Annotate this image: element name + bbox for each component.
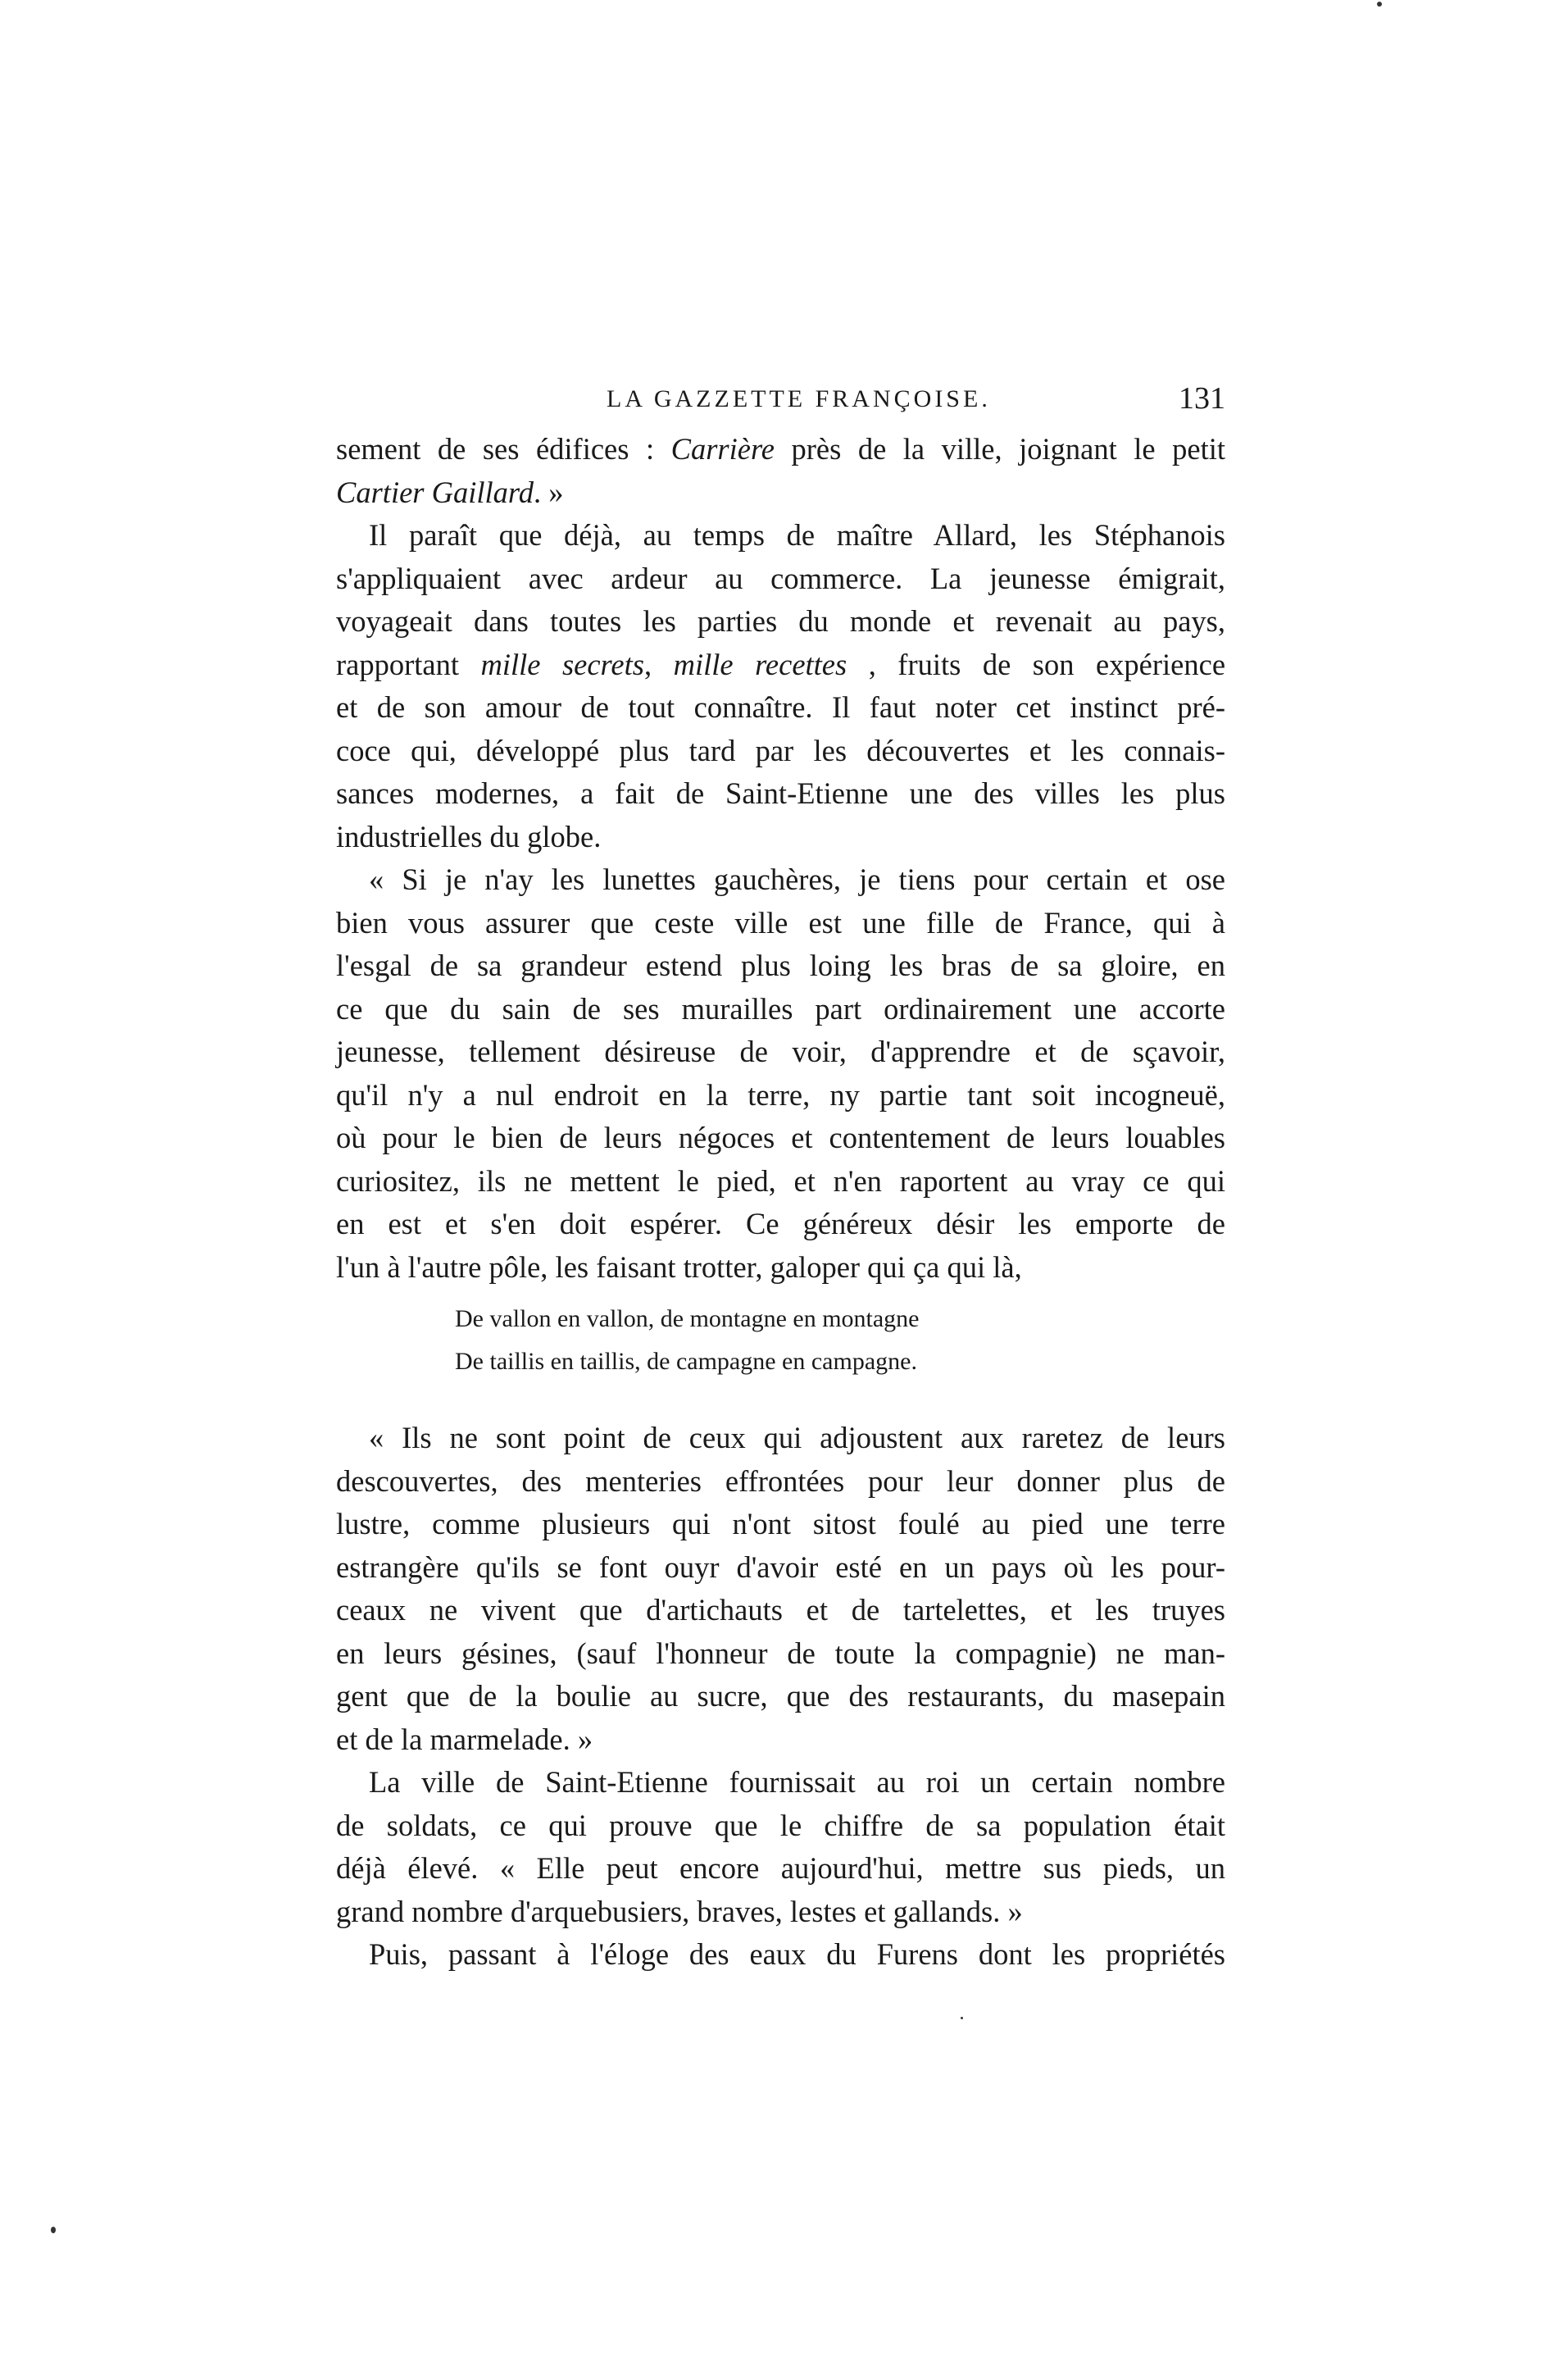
text-line: de soldats, ce qui prouve que le chiffre de sa population était: [336, 1808, 1225, 1842]
scan-speck: [1377, 2, 1382, 7]
body-text-upper: [336, 428, 1225, 1289]
text-line: l'esgal de sa grandeur estend plus loing les bras de sa gloire, en: [336, 949, 1225, 982]
text-line: La ville de Saint-Etienne fournissait au roi un certain nombre: [369, 1765, 1225, 1799]
text-line: en leurs gésines, (sauf l'honneur de toute la compagnie) ne man-: [336, 1636, 1225, 1670]
text-line: curiositez, ils ne mettent le pied, et n'en raportent au vray ce qui: [336, 1163, 1225, 1198]
text-line: déjà élevé. « Elle peut encore aujourd'hui, mettre sus pieds, un: [336, 1851, 1225, 1885]
body-text-lower: [336, 1417, 1225, 1977]
verse-line: De taillis en taillis, de campagne en campagne.: [455, 1348, 917, 1375]
text-line: qu'il n'y a nul endroit en la terre, ny partie tant soit incogneuë,: [336, 1077, 1225, 1112]
text-line: sances modernes, a fait de Saint-Etienne une des villes les plus: [336, 776, 1225, 810]
verse-quotation: [455, 1298, 920, 1383]
text-line: « Ils ne sont point de ceux qui adjoustent aux raretez de leurs: [369, 1421, 1225, 1454]
text-line: estrangère qu'ils se font ouyr d'avoir esté en un pays où les pour-: [336, 1550, 1225, 1584]
running-title: LA GAZZETTE FRANÇOISE.: [607, 385, 991, 412]
text-line: l'un à l'autre pôle, les faisant trotter, galoper qui ça qui là,: [336, 1249, 1022, 1284]
scan-speck: [51, 2227, 56, 2233]
text-line: descouvertes, des menteries effrontées pour leur donner plus de: [336, 1463, 1225, 1498]
text-line: rapportant mille secrets, mille recettes , fruits de son expérience: [336, 647, 1226, 681]
text-line: où pour le bien de leurs négoces et contentement de leurs louables: [336, 1121, 1225, 1154]
verse-line: De vallon en vallon, de montagne en montagne: [455, 1305, 920, 1332]
text-line: grand nombre d'arquebusiers, braves, lestes et gallands. »: [336, 1894, 1023, 1928]
text-line: et de la marmelade. »: [336, 1722, 593, 1756]
text-line: bien vous assurer que ceste ville est une fille de France, qui à: [336, 905, 1225, 940]
text-line: ceaux ne vivent que d'artichauts et de tartelettes, et les truyes: [336, 1593, 1225, 1627]
scan-speck: [961, 2017, 963, 2019]
text-line: « Si je n'ay les lunettes gauchères, je tiens pour certain et ose: [369, 862, 1225, 896]
text-line: sement de ses édifices : Carrière près de la ville, joignant le petit: [336, 432, 1225, 466]
text-line: industrielles du globe.: [336, 819, 602, 853]
text-line: jeunesse, tellement désireuse de voir, d'apprendre et de sçavoir,: [336, 1035, 1225, 1068]
text-line: et de son amour de tout connaître. Il faut noter cet instinct pré-: [336, 690, 1225, 724]
text-line: voyageait dans toutes les parties du monde et revenait au pays,: [336, 604, 1225, 638]
text-line: coce qui, développé plus tard par les découvertes et les connais-: [336, 733, 1225, 767]
text-line: Puis, passant à l'éloge des eaux du Furens dont les propriétés: [369, 1937, 1225, 1971]
text-line: Il paraît que déjà, au temps de maître Allard, les Stéphanois: [369, 518, 1225, 552]
text-line: Cartier Gaillard. »: [336, 475, 564, 509]
text-line: gent que de la boulie au sucre, que des restaurants, du masepain: [336, 1679, 1225, 1713]
page-number: 131: [1179, 381, 1225, 416]
text-line: ce que du sain de ses murailles part ordinairement une accorte: [336, 991, 1225, 1026]
text-line: en est et s'en doit espérer. Ce généreux désir les emporte de: [336, 1207, 1225, 1240]
page-header: [336, 377, 1225, 426]
text-line: lustre, comme plusieurs qui n'ont sitost foulé au pied une terre: [336, 1507, 1225, 1540]
text-line: s'appliquaient avec ardeur au commerce. La jeunesse émigrait,: [336, 561, 1225, 595]
